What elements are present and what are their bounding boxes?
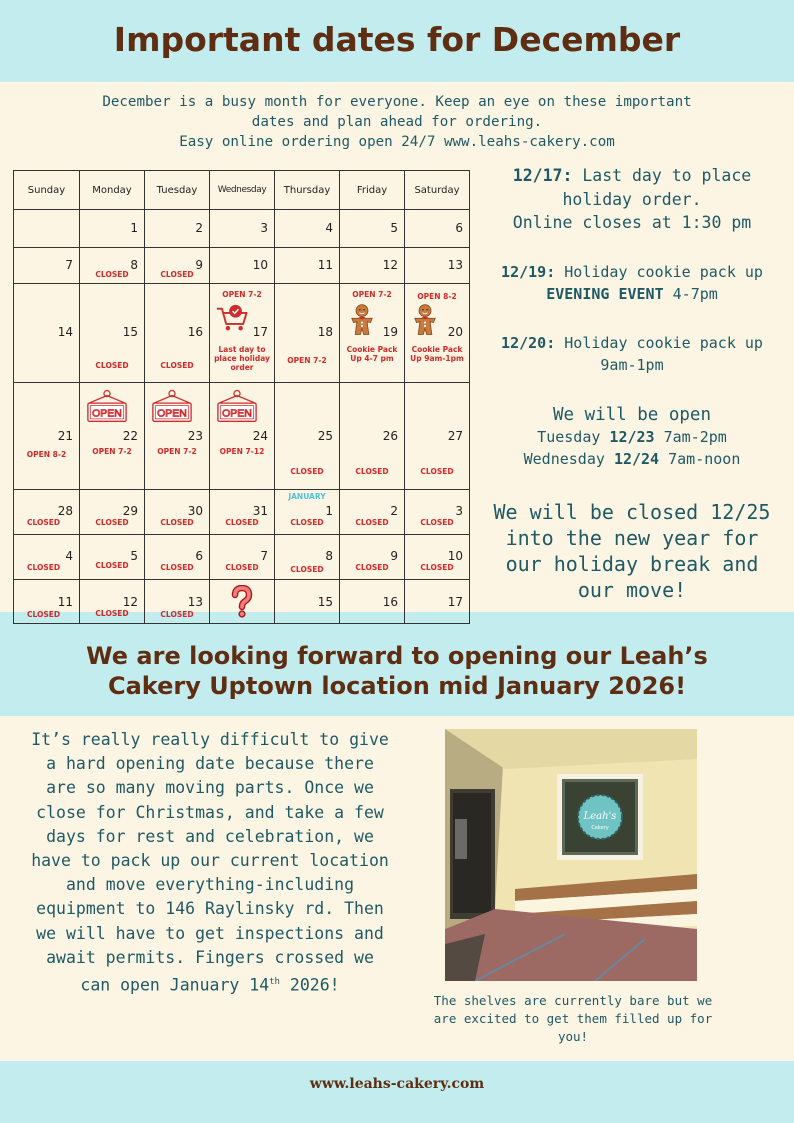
calendar-day	[275, 284, 340, 383]
calendar-day	[340, 383, 405, 490]
day-number: 21	[57, 429, 73, 443]
day-number: 7	[65, 258, 73, 272]
calendar-day	[405, 490, 470, 535]
svg-text:OPEN: OPEN	[92, 407, 122, 420]
day-number: 9	[390, 549, 398, 563]
open-line: Tuesday 12/23 7am-2pm	[537, 428, 727, 446]
calendar-day	[14, 383, 80, 490]
open-sign-icon	[210, 386, 274, 426]
day-number: 19	[382, 325, 398, 339]
day-number: 17	[252, 325, 268, 339]
day-number: 10	[252, 258, 268, 272]
open-hours-label: OPEN 7-2	[222, 290, 262, 299]
calendar-day	[340, 490, 405, 535]
day-number: 7	[260, 549, 268, 563]
open-sign-icon	[145, 386, 209, 426]
calendar-day	[210, 284, 275, 383]
note-text: 4-7pm	[663, 285, 718, 303]
calendar-day	[80, 284, 145, 383]
day-number: 18	[317, 325, 333, 339]
calendar-week	[14, 535, 470, 580]
calendar-week	[14, 248, 470, 284]
calendar-day	[80, 383, 145, 490]
day-number: 28	[57, 504, 73, 518]
calendar-day	[210, 580, 275, 624]
closed-label: CLOSED	[290, 565, 324, 574]
day-number: 25	[317, 429, 333, 443]
closed-label: CLOSED	[160, 610, 194, 619]
store-photo	[445, 729, 697, 981]
last-day-label: Last day to place holiday order	[214, 345, 270, 372]
day-number: 8	[130, 258, 138, 272]
day-number: 14	[57, 325, 73, 339]
note-cookie-morning	[486, 332, 778, 376]
day-number: 8	[325, 549, 333, 563]
page-title: Important dates for December	[113, 20, 681, 59]
note-bold: EVENING EVENT	[546, 285, 664, 303]
day-number: 1	[130, 221, 138, 235]
svg-text:OPEN: OPEN	[157, 407, 187, 420]
day-header-monday: Monday	[80, 171, 145, 210]
day-number: 4	[65, 549, 73, 563]
calendar-day	[145, 490, 210, 535]
calendar-day	[145, 383, 210, 490]
calendar-day	[340, 284, 405, 383]
intro-line: dates and plan ahead for ordering.	[251, 113, 543, 130]
closed-label: CLOSED	[290, 467, 324, 476]
note-cookie-evening	[486, 261, 778, 305]
calendar-day	[210, 490, 275, 535]
calendar-day	[14, 210, 80, 248]
closed-label: CLOSED	[420, 563, 454, 572]
day-number: 2	[195, 221, 203, 235]
calendar-day	[210, 383, 275, 490]
closed-label: CLOSED	[160, 563, 194, 572]
closed-label: CLOSED	[420, 518, 454, 527]
calendar-day	[14, 535, 80, 580]
calendar-day	[14, 490, 80, 535]
closed-label: CLOSED	[225, 563, 259, 572]
open-hours-label: OPEN 7-2	[92, 447, 132, 456]
closed-label: CLOSED	[355, 563, 389, 572]
closed-label: CLOSED	[95, 361, 129, 370]
day-number: 5	[130, 549, 138, 563]
day-number: 29	[122, 504, 138, 518]
open-hours-label: OPEN 7-12	[219, 447, 265, 456]
closed-label: CLOSED	[95, 561, 129, 570]
calendar-day	[14, 248, 80, 284]
day-number: 11	[57, 595, 73, 609]
day-number: 17	[447, 595, 463, 609]
calendar-day	[405, 210, 470, 248]
day-number: 3	[455, 504, 463, 518]
day-number: 13	[187, 595, 203, 609]
announcement-line: We are looking forward to opening our Leah’s	[86, 642, 708, 670]
closed-label: CLOSED	[355, 518, 389, 527]
day-number: 2	[390, 504, 398, 518]
day-number: 9	[195, 258, 203, 272]
calendar-day	[405, 580, 470, 624]
calendar-day	[275, 383, 340, 490]
closed-label: CLOSED	[420, 467, 454, 476]
calendar-day	[405, 383, 470, 490]
day-number: 15	[317, 595, 333, 609]
day-number: 20	[447, 325, 463, 339]
closed-label: CLOSED	[355, 467, 389, 476]
day-number: 26	[382, 429, 398, 443]
open-title: We will be open	[552, 405, 712, 425]
calendar-header-row	[14, 171, 470, 210]
calendar-day	[275, 490, 340, 535]
note-date: 12/20:	[501, 334, 556, 352]
open-hours-label: OPEN 7-2	[157, 447, 197, 456]
note-text: Online closes at 1:30 pm	[512, 213, 752, 232]
calendar-day	[80, 580, 145, 624]
december-calendar	[13, 170, 470, 624]
calendar-day	[405, 284, 470, 383]
calendar-day	[145, 248, 210, 284]
calendar-day	[145, 210, 210, 248]
svg-text:OPEN: OPEN	[222, 407, 252, 420]
closed-label: CLOSED	[27, 563, 61, 572]
day-number: 30	[187, 504, 203, 518]
calendar-day	[275, 535, 340, 580]
calendar-day	[210, 248, 275, 284]
body-paragraph: It’s really really difficult to give a hard opening date because there are so many moving parts. Once we close for Christmas, and take a few days for rest and celebration, we have to pack up our current location and move everything-including equipment to 146 Raylinsky rd. Then we will have to get inspections and await permits. Fingers crossed we can open January 14th 2026!	[31, 730, 389, 995]
calendar-day	[14, 580, 80, 624]
footer-band	[0, 1061, 794, 1123]
calendar-day	[80, 535, 145, 580]
closed-label: CLOSED	[225, 518, 259, 527]
day-number: 16	[187, 325, 203, 339]
day-number: 12	[382, 258, 398, 272]
day-number: 10	[447, 549, 463, 563]
day-number: 1	[325, 504, 333, 518]
calendar-day	[405, 535, 470, 580]
day-header-thursday: Thursday	[275, 171, 340, 210]
note-text: Holiday cookie pack up	[555, 263, 763, 281]
note-date: 12/19:	[501, 263, 556, 281]
calendar-day	[340, 580, 405, 624]
day-number: 27	[447, 429, 463, 443]
closed-label: CLOSED	[290, 518, 324, 527]
announcement-title	[0, 641, 794, 701]
day-number: 16	[382, 595, 398, 609]
closed-label: CLOSED	[95, 270, 129, 279]
calendar-week	[14, 490, 470, 535]
calendar-day	[14, 284, 80, 383]
day-number: 11	[317, 258, 333, 272]
day-number: 31	[252, 504, 268, 518]
open-hours-label: OPEN 8-2	[26, 450, 67, 459]
day-header-saturday: Saturday	[405, 171, 470, 210]
closed-label: CLOSED	[27, 610, 61, 619]
intro-line: December is a busy month for everyone. Keep an eye on these important	[102, 94, 692, 110]
note-last-day	[486, 164, 778, 235]
calendar-day	[275, 580, 340, 624]
day-number: 6	[195, 549, 203, 563]
closed-label: CLOSED	[95, 609, 129, 618]
question-mark-icon	[210, 585, 274, 619]
calendar-week	[14, 284, 470, 383]
calendar-day	[145, 284, 210, 383]
calendar-day	[340, 248, 405, 284]
announcement-line: Cakery Uptown location mid January 2026!	[107, 672, 687, 700]
calendar-day	[210, 535, 275, 580]
svg-text:Leah's: Leah's	[583, 811, 617, 822]
closed-label: CLOSED	[95, 518, 129, 527]
open-hours-label: OPEN 8-2	[417, 292, 457, 301]
closed-label: CLOSED	[160, 270, 194, 279]
day-number: 24	[252, 429, 268, 443]
note-text: Last day to place holiday order.	[562, 166, 752, 209]
calendar-week	[14, 383, 470, 490]
day-number: 13	[447, 258, 463, 272]
cookie-pack-label: Cookie Pack Up 9am-1pm	[410, 345, 464, 363]
day-header-tuesday: Tuesday	[145, 171, 210, 210]
calendar-day	[80, 248, 145, 284]
day-number: 3	[260, 221, 268, 235]
open-line: Wednesday 12/24 7am-noon	[523, 449, 741, 468]
photo-caption: The shelves are currently bare but we are excited to get them filled up for you!	[433, 993, 713, 1044]
open-hours-label: OPEN 7-2	[287, 356, 327, 365]
svg-text:Cakery: Cakery	[591, 825, 609, 831]
calendar-week	[14, 210, 470, 248]
open-hours-label: OPEN 7-2	[352, 290, 392, 299]
calendar-day	[340, 210, 405, 248]
day-header-friday: Friday	[340, 171, 405, 210]
day-header-sunday: Sunday	[14, 171, 80, 210]
day-number: 4	[325, 221, 333, 235]
calendar-day	[80, 490, 145, 535]
closed-label: CLOSED	[27, 518, 61, 527]
intro-text	[40, 93, 754, 152]
day-header-wednesday: Wednesday	[210, 171, 275, 210]
january-label: JANUARY	[288, 492, 326, 501]
closed-label: CLOSED	[160, 361, 194, 370]
calendar-day	[275, 248, 340, 284]
calendar-day	[80, 210, 145, 248]
day-number: 6	[455, 221, 463, 235]
open-sign-icon	[80, 386, 144, 426]
closed-label: CLOSED	[160, 518, 194, 527]
note-open-days	[486, 403, 778, 470]
day-number: 5	[390, 221, 398, 235]
day-number: 12	[122, 595, 138, 609]
calendar-day	[340, 535, 405, 580]
calendar-week	[14, 580, 470, 624]
footer-url[interactable]: www.leahs-cakery.com	[309, 1076, 485, 1092]
note-date: 12/17:	[512, 166, 573, 185]
cookie-pack-label: Cookie Pack Up 4-7 pm	[346, 345, 398, 363]
calendar-day	[145, 535, 210, 580]
note-text: Holiday cookie pack up 9am-1pm	[555, 334, 763, 374]
day-number: 22	[122, 429, 138, 443]
calendar-day	[275, 210, 340, 248]
day-number: 15	[122, 325, 138, 339]
day-number: 23	[187, 429, 203, 443]
calendar-day	[210, 210, 275, 248]
note-closed: We will be closed 12/25 into the new year for our holiday break and our move!	[493, 500, 771, 602]
calendar-day	[145, 580, 210, 624]
calendar-day	[405, 248, 470, 284]
intro-line: Easy online ordering open 24/7 www.leahs-cakery.com	[179, 133, 615, 150]
